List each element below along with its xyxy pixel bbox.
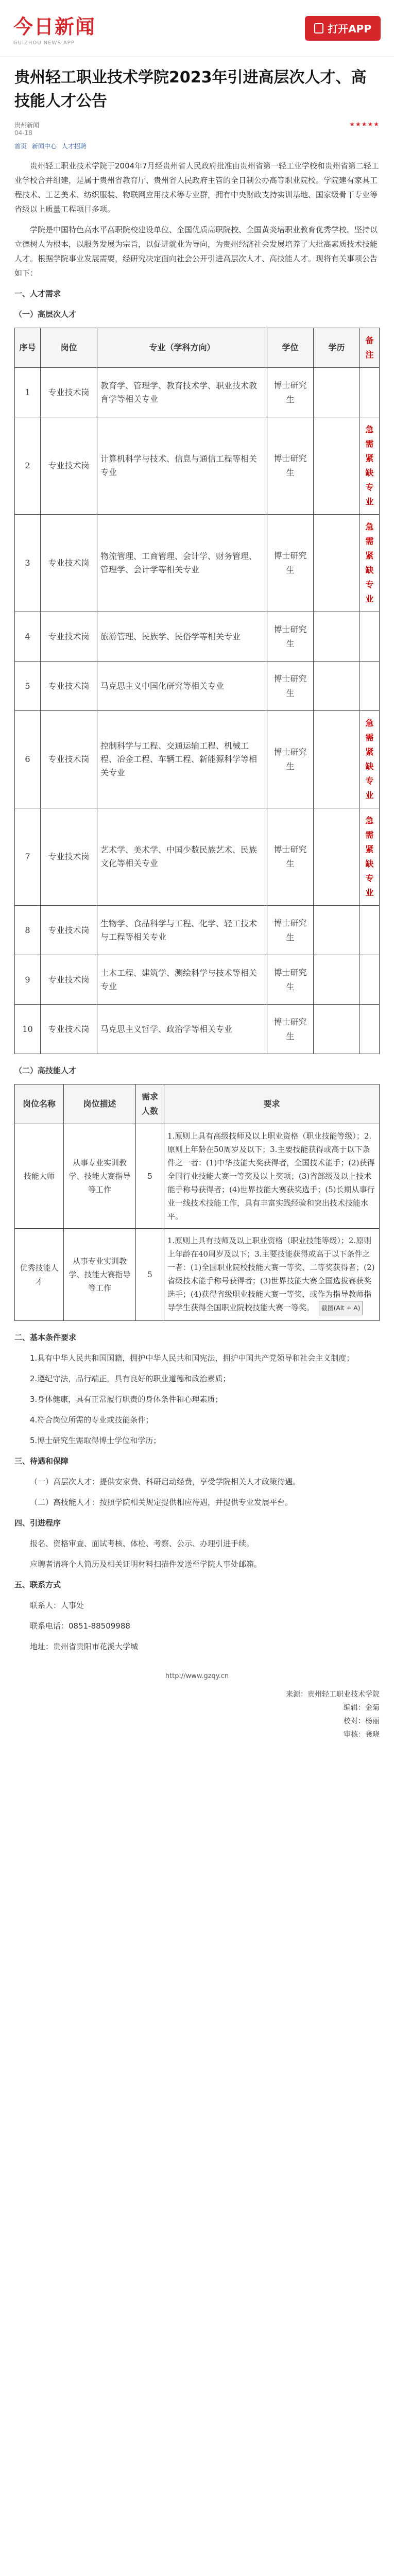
- app-logo[interactable]: [13, 11, 96, 46]
- table-header: 要求: [164, 1084, 380, 1124]
- post-type: 专业技术岗: [41, 906, 97, 955]
- degree: 博士研究生: [267, 515, 314, 612]
- signature-line: 编辑：金菊: [344, 1704, 380, 1712]
- subsection-title: （一）高层次人才: [14, 310, 77, 319]
- row-number: 1: [15, 368, 41, 417]
- post-type: 专业技术岗: [41, 417, 97, 515]
- top-bar: [0, 0, 394, 57]
- contact-item: 联系电话：0851-88509988: [30, 1621, 130, 1631]
- list-item: 4.符合岗位所需的专业或技能条件；: [30, 1415, 153, 1425]
- table-row: [15, 1124, 380, 1229]
- row-number: 6: [15, 711, 41, 808]
- article-body: [0, 156, 394, 1741]
- post-desc: 从事专业实训教学、技能大赛指导等工作: [64, 1124, 136, 1229]
- row-number: 9: [15, 955, 41, 1005]
- table-header: 学历: [314, 328, 360, 368]
- table-header: 岗位: [41, 328, 97, 368]
- table-row: [15, 955, 380, 1005]
- article-meta: [0, 116, 394, 141]
- education: [314, 808, 360, 906]
- signature-line: 校对：杨丽: [344, 1717, 380, 1725]
- row-number: 2: [15, 417, 41, 515]
- breadcrumb-item[interactable]: 人才招聘: [61, 143, 87, 150]
- major: 旅游管理、民族学、民俗学等相关专业: [97, 612, 267, 662]
- article-title: 贵州轻工职业技术学院2023年引进高层次人才、高技能人才公告: [14, 69, 367, 110]
- remark: 急需紧缺专业: [360, 417, 380, 515]
- signature-line: 审核：龚晓: [344, 1731, 380, 1739]
- degree: 博士研究生: [267, 417, 314, 515]
- degree: 博士研究生: [267, 808, 314, 906]
- intro-paragraph: 贵州轻工职业技术学院于2004年7月经贵州省人民政府批准由贵州省第一轻工业学校和贵州省第二轻工业学校合并组建，是属于贵州省教育厅、贵州省人民政府主管的全日制公办高等职业院校。学院建有家具工程技术、工艺美术、纺织服装、物联网应用技术等专业群，拥有中央财政支持实训基地、国家级骨干专业等省级以上质量工程项目多项。: [14, 161, 379, 214]
- post-type: 专业技术岗: [41, 808, 97, 906]
- logo-text: 今日新闻: [13, 14, 96, 38]
- table-row: [15, 906, 380, 955]
- talent-table: [14, 328, 380, 1054]
- post-requirements: 1.原则上具有高级技师及以上职业资格（职业技能等级）；2.原则上年龄在50周岁及以下；3.主要技能获得或高于以下条件之一者：(1)中华技能大奖获得者，全国技术能手；(2)获得全国行业技能大赛一等奖及以上奖项；(3)省部级及以上技术能手称号获得者；(4)世界技能大赛获奖选手；(5)长期从事行业一线技术技能工作，具有丰富实践经验和突出技术技能水平。: [164, 1124, 380, 1229]
- major: 土木工程、建筑学、测绘科学与技术等相关专业: [97, 955, 267, 1005]
- section-title: 三、待遇和保障: [14, 1456, 69, 1466]
- table-row: [15, 368, 380, 417]
- table-row: [15, 1005, 380, 1054]
- major: 马克思主义哲学、政治学等相关专业: [97, 1005, 267, 1054]
- row-number: 5: [15, 662, 41, 711]
- section-title: 二、基本条件要求: [14, 1333, 77, 1342]
- breadcrumb-item[interactable]: 首页: [14, 143, 27, 150]
- major: 艺术学、美术学、中国少数民族艺术、民族文化等相关专业: [97, 808, 267, 906]
- list-item: 2.遵纪守法，品行端正，具有良好的职业道德和政治素质；: [30, 1374, 231, 1383]
- breadcrumb: [0, 141, 394, 156]
- education: [314, 1005, 360, 1054]
- row-number: 3: [15, 515, 41, 612]
- remark: 急需紧缺专业: [360, 515, 380, 612]
- table-header: 需求人数: [136, 1084, 164, 1124]
- open-app-label: 打开APP: [328, 23, 371, 35]
- degree: 博士研究生: [267, 612, 314, 662]
- subsection-title: （二）高技能人才: [14, 1066, 77, 1075]
- table-header: 序号: [15, 328, 41, 368]
- screenshot-tooltip: 截图(Alt + A): [319, 1301, 363, 1315]
- table-row: [15, 417, 380, 515]
- table-row: [15, 662, 380, 711]
- list-item: 应聘者请将个人简历及相关证明材料扫描件发送至学院人事处邮箱。: [30, 1560, 262, 1569]
- post-name: 技能大师: [15, 1124, 64, 1229]
- degree: 博士研究生: [267, 711, 314, 808]
- app-icon: [314, 23, 323, 33]
- education: [314, 906, 360, 955]
- section-title: 一、人才需求: [14, 289, 61, 298]
- education: [314, 515, 360, 612]
- source-url[interactable]: http://www.gzqy.cn: [165, 1672, 229, 1680]
- list-item: （一）高层次人才：提供安家费、科研启动经费，享受学院相关人才政策待遇。: [30, 1477, 301, 1486]
- row-number: 4: [15, 612, 41, 662]
- list-item: 1.具有中华人民共和国国籍，拥护中华人民共和国宪法，拥护中国共产党领导和社会主义制度；: [30, 1353, 354, 1363]
- major: 控制科学与工程、交通运输工程、机械工程、冶金工程、车辆工程、新能源科学等相关专业: [97, 711, 267, 808]
- education: [314, 662, 360, 711]
- article-source: 贵州新闻: [14, 122, 40, 129]
- logo-subtitle: GUIZHOU NEWS APP: [13, 40, 75, 46]
- education: [314, 417, 360, 515]
- list-item: 3.身体健康，具有正常履行职责的身体条件和心理素质；: [30, 1395, 223, 1404]
- section-title: 四、引进程序: [14, 1518, 61, 1528]
- degree: 博士研究生: [267, 955, 314, 1005]
- remark: [360, 906, 380, 955]
- table-row: [15, 1229, 380, 1321]
- education: [314, 955, 360, 1005]
- open-app-button[interactable]: [305, 16, 381, 41]
- post-desc: 从事专业实训教学、技能大赛指导等工作: [64, 1229, 136, 1321]
- remark: 急需紧缺专业: [360, 711, 380, 808]
- post-count: 5: [136, 1229, 164, 1321]
- major: 教育学、管理学、教育技术学、职业技术教育学等相关专业: [97, 368, 267, 417]
- row-number: 10: [15, 1005, 41, 1054]
- education: [314, 368, 360, 417]
- remark: [360, 368, 380, 417]
- article-date: 04-18: [14, 129, 32, 137]
- list-item: 报名、资格审查、面试考核、体检、考察、公示、办理引进手续。: [30, 1539, 254, 1548]
- remark: [360, 1005, 380, 1054]
- degree: 博士研究生: [267, 906, 314, 955]
- post-type: 专业技术岗: [41, 612, 97, 662]
- table-row: [15, 515, 380, 612]
- remark: [360, 612, 380, 662]
- intro-paragraph: 学院是中国特色高水平高职院校建设单位、全国优质高职院校、全国黄炎培职业教育优秀学校。坚持以立德树人为根本，以服务发展为宗旨，以促进就业为导向，为贵州经济社会发展培养了大批高素质技术技能人才。根据学院事业发展需要，经研究决定面向社会公开引进高层次人才、高技能人才。现将有关事项公告如下：: [14, 225, 378, 278]
- table-row: [15, 612, 380, 662]
- table-header: 学位: [267, 328, 314, 368]
- table-header: 岗位名称: [15, 1084, 64, 1124]
- remark: [360, 955, 380, 1005]
- table-row: [15, 808, 380, 906]
- post-type: 专业技术岗: [41, 515, 97, 612]
- major: 物流管理、工商管理、会计学、财务管理、管理学、会计学等相关专业: [97, 515, 267, 612]
- table-header: 专业（学科方向）: [97, 328, 267, 368]
- signature-line: 来源：贵州轻工职业技术学院: [286, 1690, 380, 1699]
- signature: [14, 1688, 380, 1741]
- post-type: 专业技术岗: [41, 662, 97, 711]
- post-requirements: 1.原则上具有技师及以上职业资格（职业技能等级）；2.原则上年龄在40周岁及以下；3.主要技能获得或高于以下条件之一者：(1)全国职业院校技能大赛一等奖、二等奖获得者；(2)省级技术能手称号获得者；(3)世界技能大赛全国选拔赛获奖选手；(4)获得省级职业技能大赛一等奖，或作为指导教师指导学生获得全国职业院校技能大赛一等奖。: [167, 1236, 375, 1312]
- post-type: 专业技术岗: [41, 955, 97, 1005]
- post-type: 专业技术岗: [41, 368, 97, 417]
- list-item: （二）高技能人才：按照学院相关规定提供相应待遇，并提供专业发展平台。: [30, 1498, 293, 1507]
- section-title: 五、联系方式: [14, 1580, 61, 1589]
- skill-table: [14, 1084, 380, 1321]
- post-type: 专业技术岗: [41, 711, 97, 808]
- post-type: 专业技术岗: [41, 1005, 97, 1054]
- table-header: 备注: [360, 328, 380, 368]
- education: [314, 711, 360, 808]
- remark: 急需紧缺专业: [360, 808, 380, 906]
- contact-item: 联系人：人事处: [30, 1601, 84, 1610]
- education: [314, 612, 360, 662]
- table-header: 岗位描述: [64, 1084, 136, 1124]
- major: 计算机科学与技术、信息与通信工程等相关专业: [97, 417, 267, 515]
- contact-item: 地址：贵州省贵阳市花溪大学城: [30, 1642, 139, 1651]
- breadcrumb-item[interactable]: 新闻中心: [31, 143, 57, 150]
- degree: 博士研究生: [267, 368, 314, 417]
- major: 马克思主义中国化研究等相关专业: [97, 662, 267, 711]
- row-number: 7: [15, 808, 41, 906]
- rating-stars: ★★★★★: [349, 121, 380, 128]
- list-item: 5.博士研究生需取得博士学位和学历；: [30, 1436, 161, 1445]
- row-number: 8: [15, 906, 41, 955]
- degree: 博士研究生: [267, 1005, 314, 1054]
- post-count: 5: [136, 1124, 164, 1229]
- table-row: [15, 711, 380, 808]
- major: 生物学、食品科学与工程、化学、轻工技术与工程等相关专业: [97, 906, 267, 955]
- post-requirements-cell: [164, 1229, 380, 1321]
- degree: 博士研究生: [267, 662, 314, 711]
- post-name: 优秀技能人才: [15, 1229, 64, 1321]
- remark: [360, 662, 380, 711]
